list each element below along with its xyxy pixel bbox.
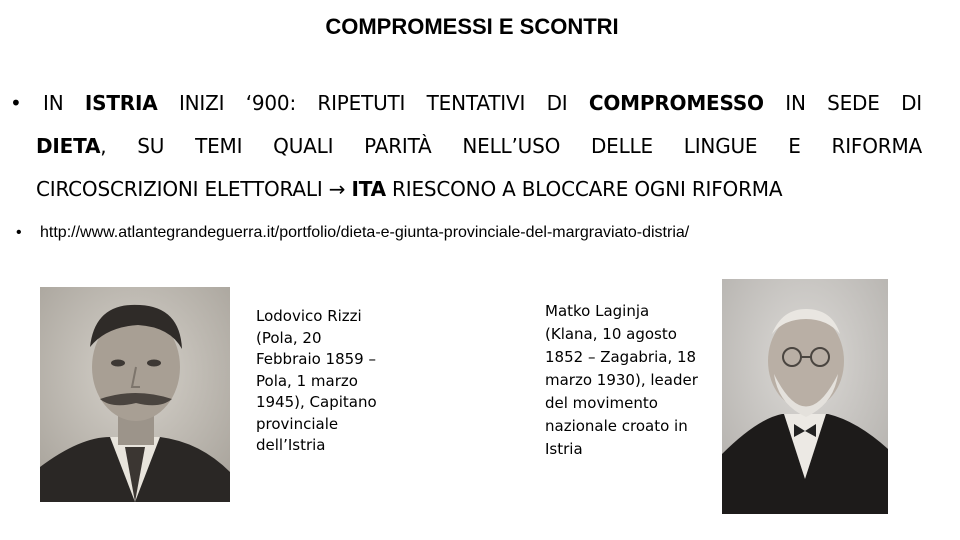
portrait-matko-laginja — [722, 279, 888, 514]
caption-rizzi: Lodovico Rizzi (Pola, 20 Febbraio 1859 – Pola, 1 marzo 1945), Capitano provinciale dell’Istria — [256, 307, 377, 454]
portrait-laginja-drawing — [722, 279, 888, 514]
bullet-dot: • — [16, 224, 22, 241]
bullet-dot: • — [10, 91, 22, 115]
caption-laginja: Matko Laginja (Klana, 10 agosto 1852 – Zagabria, 18 marzo 1930), leader del movimento nazionale croato in Istria — [545, 302, 698, 458]
arrow-icon: → — [328, 177, 346, 201]
main-bullet — [10, 82, 922, 211]
slide-title: COMPROMESSI E SCONTRI — [325, 14, 619, 39]
source-link[interactable]: http://www.atlantegrandeguerra.it/portfolio/dieta-e-giunta-provinciale-del-margraviato-distria/ — [40, 224, 690, 241]
bullet-line-3: CIRCOSCRIZIONI ELETTORALI → ITA RIESCONO A BLOCCARE OGNI RIFORMA — [36, 177, 783, 201]
portrait-lodovico-rizzi — [40, 287, 230, 502]
link-bullet — [16, 224, 689, 242]
bullet-line-1: • IN ISTRIA INIZI ‘900: RIPETUTI TENTATIVI DI COMPROMESSO IN SEDE DI — [10, 91, 922, 115]
bullet-line-2: DIETA, SU TEMI QUALI PARITÀ NELL’USO DELLE LINGUE E RIFORMA — [36, 134, 922, 158]
portrait-rizzi-drawing — [40, 287, 230, 502]
